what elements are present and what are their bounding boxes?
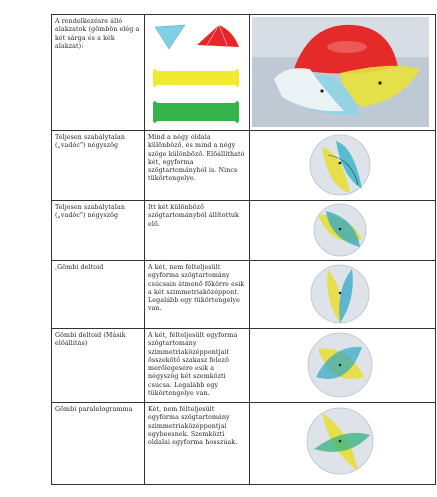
available-shapes-illustration (145, 15, 250, 131)
row-label: Teljesen szabálytalan („vadóc") négyszög (52, 201, 145, 261)
sphere-photo (250, 403, 436, 485)
row-description: Mind a négy oldala különböző, és mind a négy szöge különböző. Előállítható két, egyforma szögtartományból is. Nincs tükörtengelye. (145, 131, 250, 201)
available-shapes-photo (250, 15, 436, 131)
sphere-photo (250, 131, 436, 201)
table-row (52, 261, 436, 329)
row-description: Itt két különböző szögtartományból állítottuk elő. (145, 201, 250, 261)
row-label: Gömbi deltoid (Másik előállítás) (52, 329, 145, 403)
table-row (52, 15, 436, 131)
row-label: Teljesen szabálytalan („vadóc") négyszög (52, 131, 145, 201)
row-label: A rendelkezésre álló alakzatok (gömbön elég a két sárga és a kék alakzat): (52, 15, 145, 131)
row-label: Gömbi paralelogramma (52, 403, 145, 485)
table-row (52, 131, 436, 201)
shapes-table (51, 14, 436, 485)
table-row (52, 201, 436, 261)
row-description: Két, nem félteljesült egyforma szögtartomány szimmetriaközéppontjai egybeesnek. Szemközti oldalai egyforma hosszúak. (145, 403, 250, 485)
table-row (52, 329, 436, 403)
sphere-photo (250, 201, 436, 261)
table-row (52, 403, 436, 485)
row-description: A két, félteljesült egyforma szögtartomány szimmetriaközéppontjait összekötő szakasz felező merőlegesére esik a négyszög két szemközti csúcsa. Legalább egy tükörtengelye van. (145, 329, 250, 403)
row-description: A két, nem félteljesült egyforma szögtartomány csúcsain átmenő főkörre esik a két szimmetriaközéppont. Legalább egy tükörtengelye van. (145, 261, 250, 329)
sphere-photo (250, 329, 436, 403)
row-label: ,Gömbi deltoid (52, 261, 145, 329)
sphere-photo (250, 261, 436, 329)
